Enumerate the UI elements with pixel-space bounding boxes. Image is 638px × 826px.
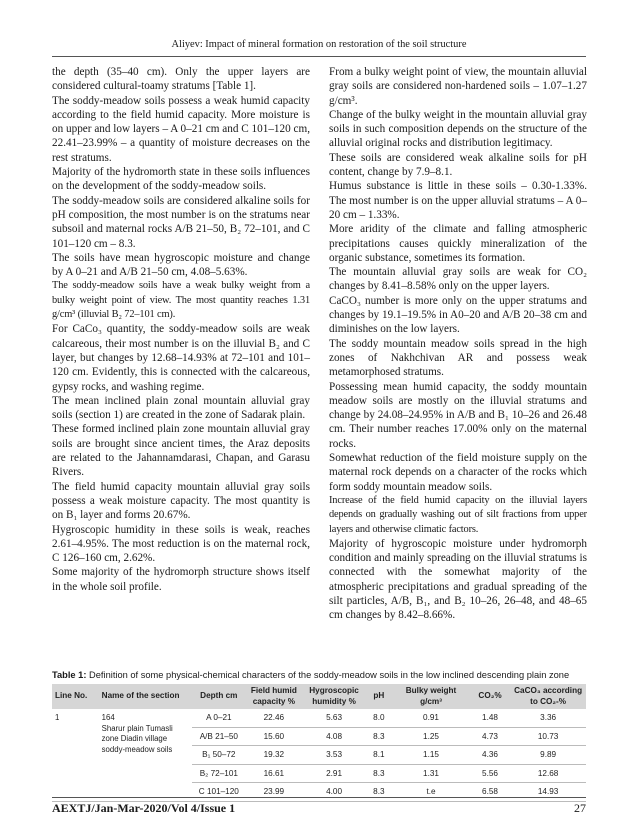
table-cell: 1.25 (423, 731, 439, 741)
table-cell: 15.60 (263, 731, 285, 741)
table-cell: C 101–120 (198, 787, 239, 797)
column-header: Depth cm (200, 691, 238, 701)
paragraph: Some majority of the hydromorph structure shows itself in the whole soil profile. (52, 566, 310, 593)
right-column (329, 65, 587, 623)
table-cell: 4.08 (326, 731, 342, 741)
section-description: Sharur plain Tumasli zone Diadin village soddy-meadow soils (101, 723, 173, 754)
table-cell: 1.48 (482, 713, 498, 723)
paragraph: Hygroscopic humidity in these soils is weak, reaches 2.61–4.95%. The most reduction is on the maternal rock, C 126–160 cm, 2.62%. (52, 523, 310, 565)
table-cell: 5.56 (482, 768, 498, 778)
paragraph: The mountain alluvial gray soils are weak for CO₂ changes by 8.41–8.58% only on the upper layers. (329, 266, 587, 293)
table-row (52, 709, 586, 727)
table-cell: 8.1 (373, 750, 385, 760)
table-cell: 19.32 (263, 750, 285, 760)
table-cell: 2.91 (326, 768, 342, 778)
table-cell: 4.00 (326, 787, 342, 797)
section-name-cell (99, 709, 193, 801)
paragraph: The soils have mean hygroscopic moisture and change by A 0–21 and A/B 21–50 cm, 4.08–5.63%. (52, 251, 310, 279)
paragraph: More aridity of the climate and falling atmospheric precipitations causes quickly mineralization of the organic substance, sometimes its formation. (329, 223, 587, 264)
table-caption (52, 669, 586, 681)
header-divider (52, 56, 586, 57)
column-header: Field humid capacity % (250, 686, 297, 706)
paragraph: the depth (35–40 cm). Only the upper layers are considered cultural-toamy stratums [Table 1]. (52, 66, 310, 93)
table-cell: 22.46 (263, 713, 285, 723)
table-cell: 8.0 (373, 713, 385, 723)
table-cell: 12.68 (537, 768, 559, 778)
paragraph: From a bulky weight point of view, the mountain alluvial gray soils are considered non-hardened soils – 1.07–1.27 g/cm³. (329, 66, 587, 107)
paragraph: These formed inclined plain zone mountain alluvial gray soils are brought since ancient times, the Araz deposits are related to the Jahannamdarasi, Chapan, and Garasu Rivers. (52, 423, 310, 479)
table-cell: 0.91 (423, 713, 439, 723)
table-cell: 4.36 (482, 750, 498, 760)
column-header: Bulky weight g/cm³ (405, 686, 457, 706)
paragraph: The soddy mountain meadow soils spread in the high zones of Nakhchivan AR and possess weak metamorphosed stratums. (329, 337, 587, 379)
table-caption-text: Definition of some physical-chemical characters of the soddy-meadow soils in the low inclined descending plain zone (89, 670, 570, 680)
line-number-cell: 1 (55, 713, 60, 722)
column-header: CO₂% (478, 691, 502, 701)
table-cell: 16.61 (263, 768, 285, 778)
table-cell: 23.99 (263, 787, 285, 797)
table-cell: 14.93 (537, 787, 559, 797)
running-header: Aliyev: Impact of mineral formation on restoration of the soil structure (171, 39, 467, 50)
table-cell: 3.36 (540, 713, 557, 723)
table-cell: 4.73 (482, 731, 498, 741)
column-header: CaCO₃ according to CO₂-% (514, 686, 583, 706)
table-cell: t.e (426, 787, 436, 797)
paragraph: The soddy-meadow soils have a weak bulky weight from a bulky weight point of view. The most quantity reaches 1.31 g/cm³ (illuvial B₂ 72–101 cm). (52, 280, 310, 321)
column-header: pH (373, 691, 385, 701)
column-header: Name of the section (101, 691, 180, 701)
paragraph: These soils are considered weak alkaline soils for pH content, change by 7.9–8.1. (329, 151, 587, 179)
table-header-row (52, 684, 586, 709)
left-column (52, 65, 310, 594)
section-number: 164 (101, 713, 115, 722)
paragraph: The soddy-meadow soils are considered alkaline soils for pH composition, the most number is on the stratums near subsoil and maternal rocks A/B 21–50, B₂ 72–101, and C 101–120 cm – 8.3. (52, 194, 310, 250)
paragraph: The mean inclined plain zonal mountain alluvial gray soils (section 1) are created in the zone of Sadarak plain. (52, 394, 310, 422)
paragraph: Majority of hygroscopic moisture under hydromorph condition and mainly spreading on the illuvial stratums is connected with the somewhat majority of the atmospheric precipitations and gradual spreading of the silt particles, A/B, B₁, and B₂ 10–26, 26–48, and 48–65 cm changes by 8.42–8.66%. (329, 537, 587, 622)
table-cell: B₂ 72–101 (199, 768, 238, 778)
soil-properties-table (52, 684, 586, 802)
table-cell: A 0–21 (206, 713, 232, 723)
paragraph: CaCO₃ number is more only on the upper stratums and changes by 19.1–19.5% in A0–20 and A/B 20–38 cm and diminishes on the low layers. (329, 294, 587, 336)
table-cell: B₁ 50–72 (202, 750, 236, 760)
paragraph: Majority of the hydromorth state in these soils influences on the development of the soddy-meadow soils. (52, 166, 310, 193)
paragraph: For CaCo₃ quantity, the soddy-meadow soils are weak calcareous, their most number is on the illuvial B₂ and C layer, but changes by 12.68–14.93% at 72–101 and 101–120 cm. Evidently, this is connected with the calcareous, gypsy rocks, and washing regime. (52, 323, 310, 393)
column-header: Hygroscopic humidity % (309, 686, 359, 706)
table-caption-label: Table 1: (52, 670, 87, 680)
table-cell: 8.3 (373, 768, 385, 778)
table-cell: 1.15 (423, 750, 439, 760)
column-header: Line No. (55, 691, 88, 701)
paragraph: Increase of the field humid capacity on the illuvial layers depends on gradually washing out of silt fractions from upper layers and otherwise climatic factors. (329, 494, 587, 535)
page-number: 27 (574, 801, 586, 815)
table-cell: 8.3 (373, 787, 385, 797)
journal-citation: AEXTJ/Jan-Mar-2020/Vol 4/Issue 1 (52, 801, 236, 815)
paragraph: Humus substance is little in these soils – 0.30-1.33%. The most number is on the upper alluvial stratums – A 0–20 cm – 1.33%. (329, 180, 587, 221)
table-cell: 3.53 (326, 750, 342, 760)
paragraph: The soddy-meadow soils possess a weak humid capacity according to the field humid capacity. More moisture is on upper and low layers – A 0–21 cm and C 101–120 cm, 22.41–23.99% – a quantity of moisture decreases on the rest stratums. (52, 94, 310, 164)
footer-divider (52, 797, 586, 798)
table-cell: 10.73 (537, 731, 559, 741)
table-cell: 5.63 (326, 713, 342, 723)
paragraph: Possessing mean humid capacity, the soddy mountain meadow soils are mostly on the illuvial stratums and change by 24.08–24.95% in A/B and B₁ 10–26 and 26.48 cm. Their number reaches 17.00% only on the maternal rocks. (329, 380, 587, 450)
paragraph: The field humid capacity mountain alluvial gray soils possess a weak moisture capacity. The most quantity is on B₁ layer and forms 20.67%. (52, 480, 310, 522)
table-cell: 6.58 (482, 787, 498, 797)
table-cell: A/B 21–50 (199, 731, 238, 741)
table-cell: 9.89 (540, 750, 557, 760)
table-cell: 1.31 (423, 768, 439, 778)
paragraph: Change of the bulky weight in the mountain alluvial gray soils in such composition depends on the structure of the alluvial original rocks and distribution legitimacy. (329, 108, 587, 150)
paragraph: Somewhat reduction of the field moisture supply on the maternal rock depends on a character of the rocks which form soddy mountain meadow soils. (329, 452, 587, 493)
table-cell: 8.3 (373, 731, 385, 741)
